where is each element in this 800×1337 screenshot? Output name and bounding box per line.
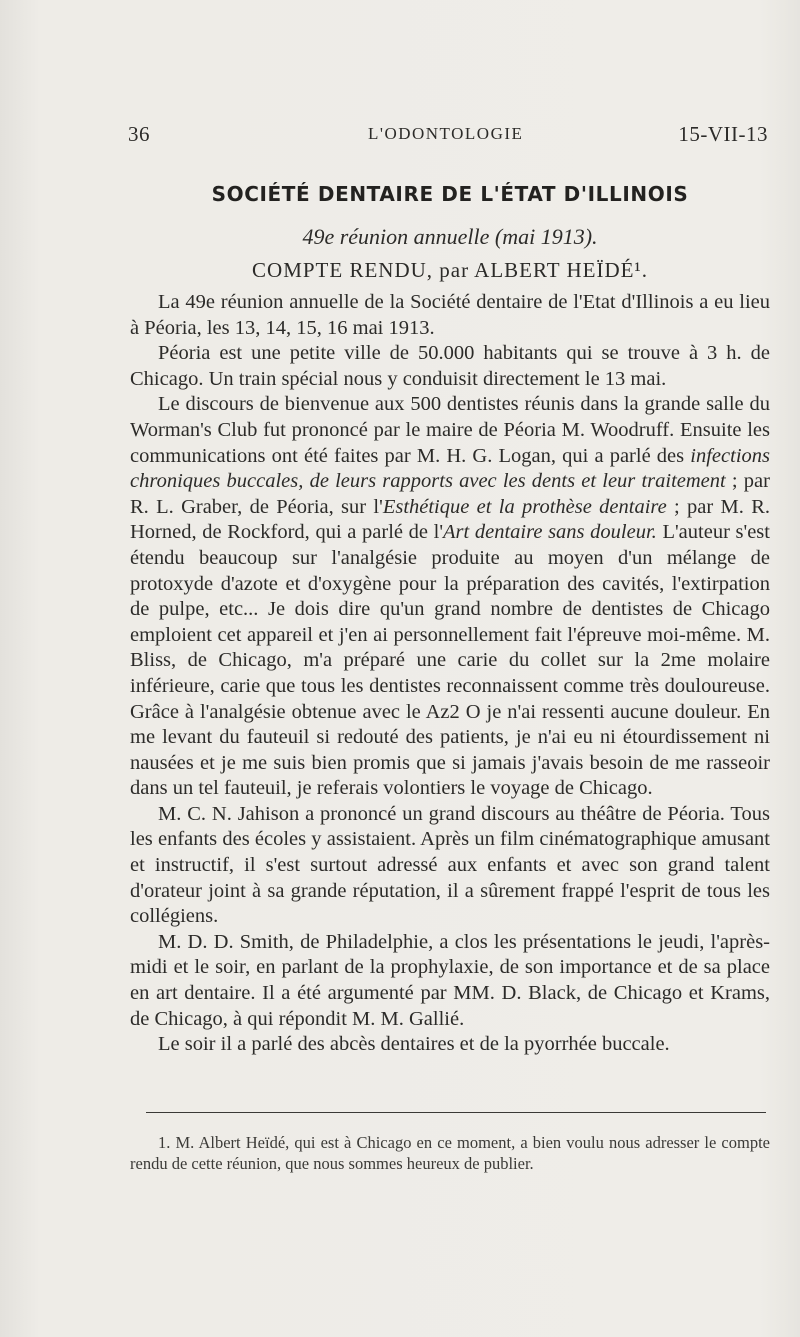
paragraph-text: ; par R. L. Graber, de Péoria, sur l' bbox=[130, 470, 770, 518]
body-paragraph bbox=[130, 1032, 770, 1058]
running-head bbox=[128, 122, 768, 148]
journal-title: L'ODONTOLOGIE bbox=[368, 124, 524, 143]
body-paragraph bbox=[130, 341, 770, 392]
body-paragraph bbox=[130, 392, 770, 802]
paragraph-text: L'auteur s'est étendu beaucoup sur l'analgésie produite au moyen d'un mélange de protoxyde d'azote et d'oxygène pour la préparation des cavités, l'extirpation de pulpe, etc... Je dois dire qu'un grand nombre de dentistes de Chicago emploient cet appareil et j'en ai personnellement fait l'épreuve moi-même. M. Bliss, de Chicago, m'a préparé une carie du collet sur la 2me molaire inférieure, carie que tous les dentistes reconnaissent comme très douloureuse. Grâce à l'analgésie obtenue avec le Az2 O je n'ai ressenti aucune douleur. En me levant du fauteuil si redouté des patients, je n'ai eu ni étourdissement ni nausées et je me suis bien promis que si jamais j'avais besoin de me rasseoir dans un tel fauteuil, je referais volontiers le voyage de Chicago. bbox=[130, 521, 770, 800]
italic-title-text: infections chroniques buccales, de leurs rapports avec les dents et leur traitement bbox=[130, 444, 770, 493]
body-paragraph bbox=[130, 930, 770, 1032]
page-number: 36 bbox=[128, 122, 150, 146]
paragraph-text: Le soir il a parlé des abcès dentaires et de la pyorrhée buccale. bbox=[158, 1033, 670, 1056]
issue-date: 15-VII-13 bbox=[678, 122, 768, 146]
article-body bbox=[130, 290, 770, 1058]
paragraph-text: La 49e réunion annuelle de la Société dentaire de l'Etat d'Illinois a eu lieu à Péoria, les 13, 14, 15, 16 mai 1913. bbox=[130, 291, 770, 339]
article-title: SOCIÉTÉ DENTAIRE DE L'ÉTAT D'ILLINOIS bbox=[211, 182, 689, 206]
paragraph-text: Péoria est une petite ville de 50.000 habitants qui se trouve à 3 h. de Chicago. Un train spécial nous y conduisit directement le 13 mai. bbox=[130, 342, 770, 390]
paragraph-text: Le discours de bienvenue aux 500 dentistes réunis dans la grande salle du Worman's Club fut prononcé par le maire de Péoria M. Woodruff. Ensuite les communications ont été faites par M. H. G. Logan, qui a parlé des bbox=[130, 393, 770, 467]
footnote-text: 1. M. Albert Heïdé, qui est à Chicago en ce moment, a bien voulu nous adresser le compte rendu de cette réunion, que nous sommes heureux de publier. bbox=[130, 1133, 770, 1173]
italic-title-text: Esthétique et la prothèse dentaire bbox=[382, 495, 667, 518]
italic-title-text: Art dentaire sans douleur. bbox=[443, 521, 657, 544]
paragraph-text: ; par M. R. Horned, de Rockford, qui a parlé de l' bbox=[130, 495, 770, 544]
footnote bbox=[130, 1132, 770, 1174]
body-paragraph bbox=[130, 802, 770, 930]
paragraph-text: M. C. N. Jahison a prononcé un grand discours au théâtre de Péoria. Tous les enfants des écoles y assistaient. Après un film cinématographique amusant et instructif, il s'est surtout adressé aux enfants et avec son grand talent d'orateur joint à sa grande réputation, il a sûrement frappé l'esprit de tous les collégiens. bbox=[130, 802, 770, 928]
body-paragraph bbox=[130, 290, 770, 341]
footnote-divider bbox=[146, 1112, 766, 1113]
report-author-line: COMPTE RENDU, par ALBERT HEÏDÉ¹. bbox=[252, 258, 648, 282]
paragraph-text: M. D. D. Smith, de Philadelphie, a clos les présentations le jeudi, l'après-midi et le soir, en parlant de la prophylaxie, de son importance et de sa place en art dentaire. Il a été argumenté par MM. D. Black, de Chicago et Krams, de Chicago, à qui répondit M. M. Gallié. bbox=[130, 930, 770, 1030]
article-subtitle: 49e réunion annuelle (mai 1913). bbox=[302, 224, 598, 249]
